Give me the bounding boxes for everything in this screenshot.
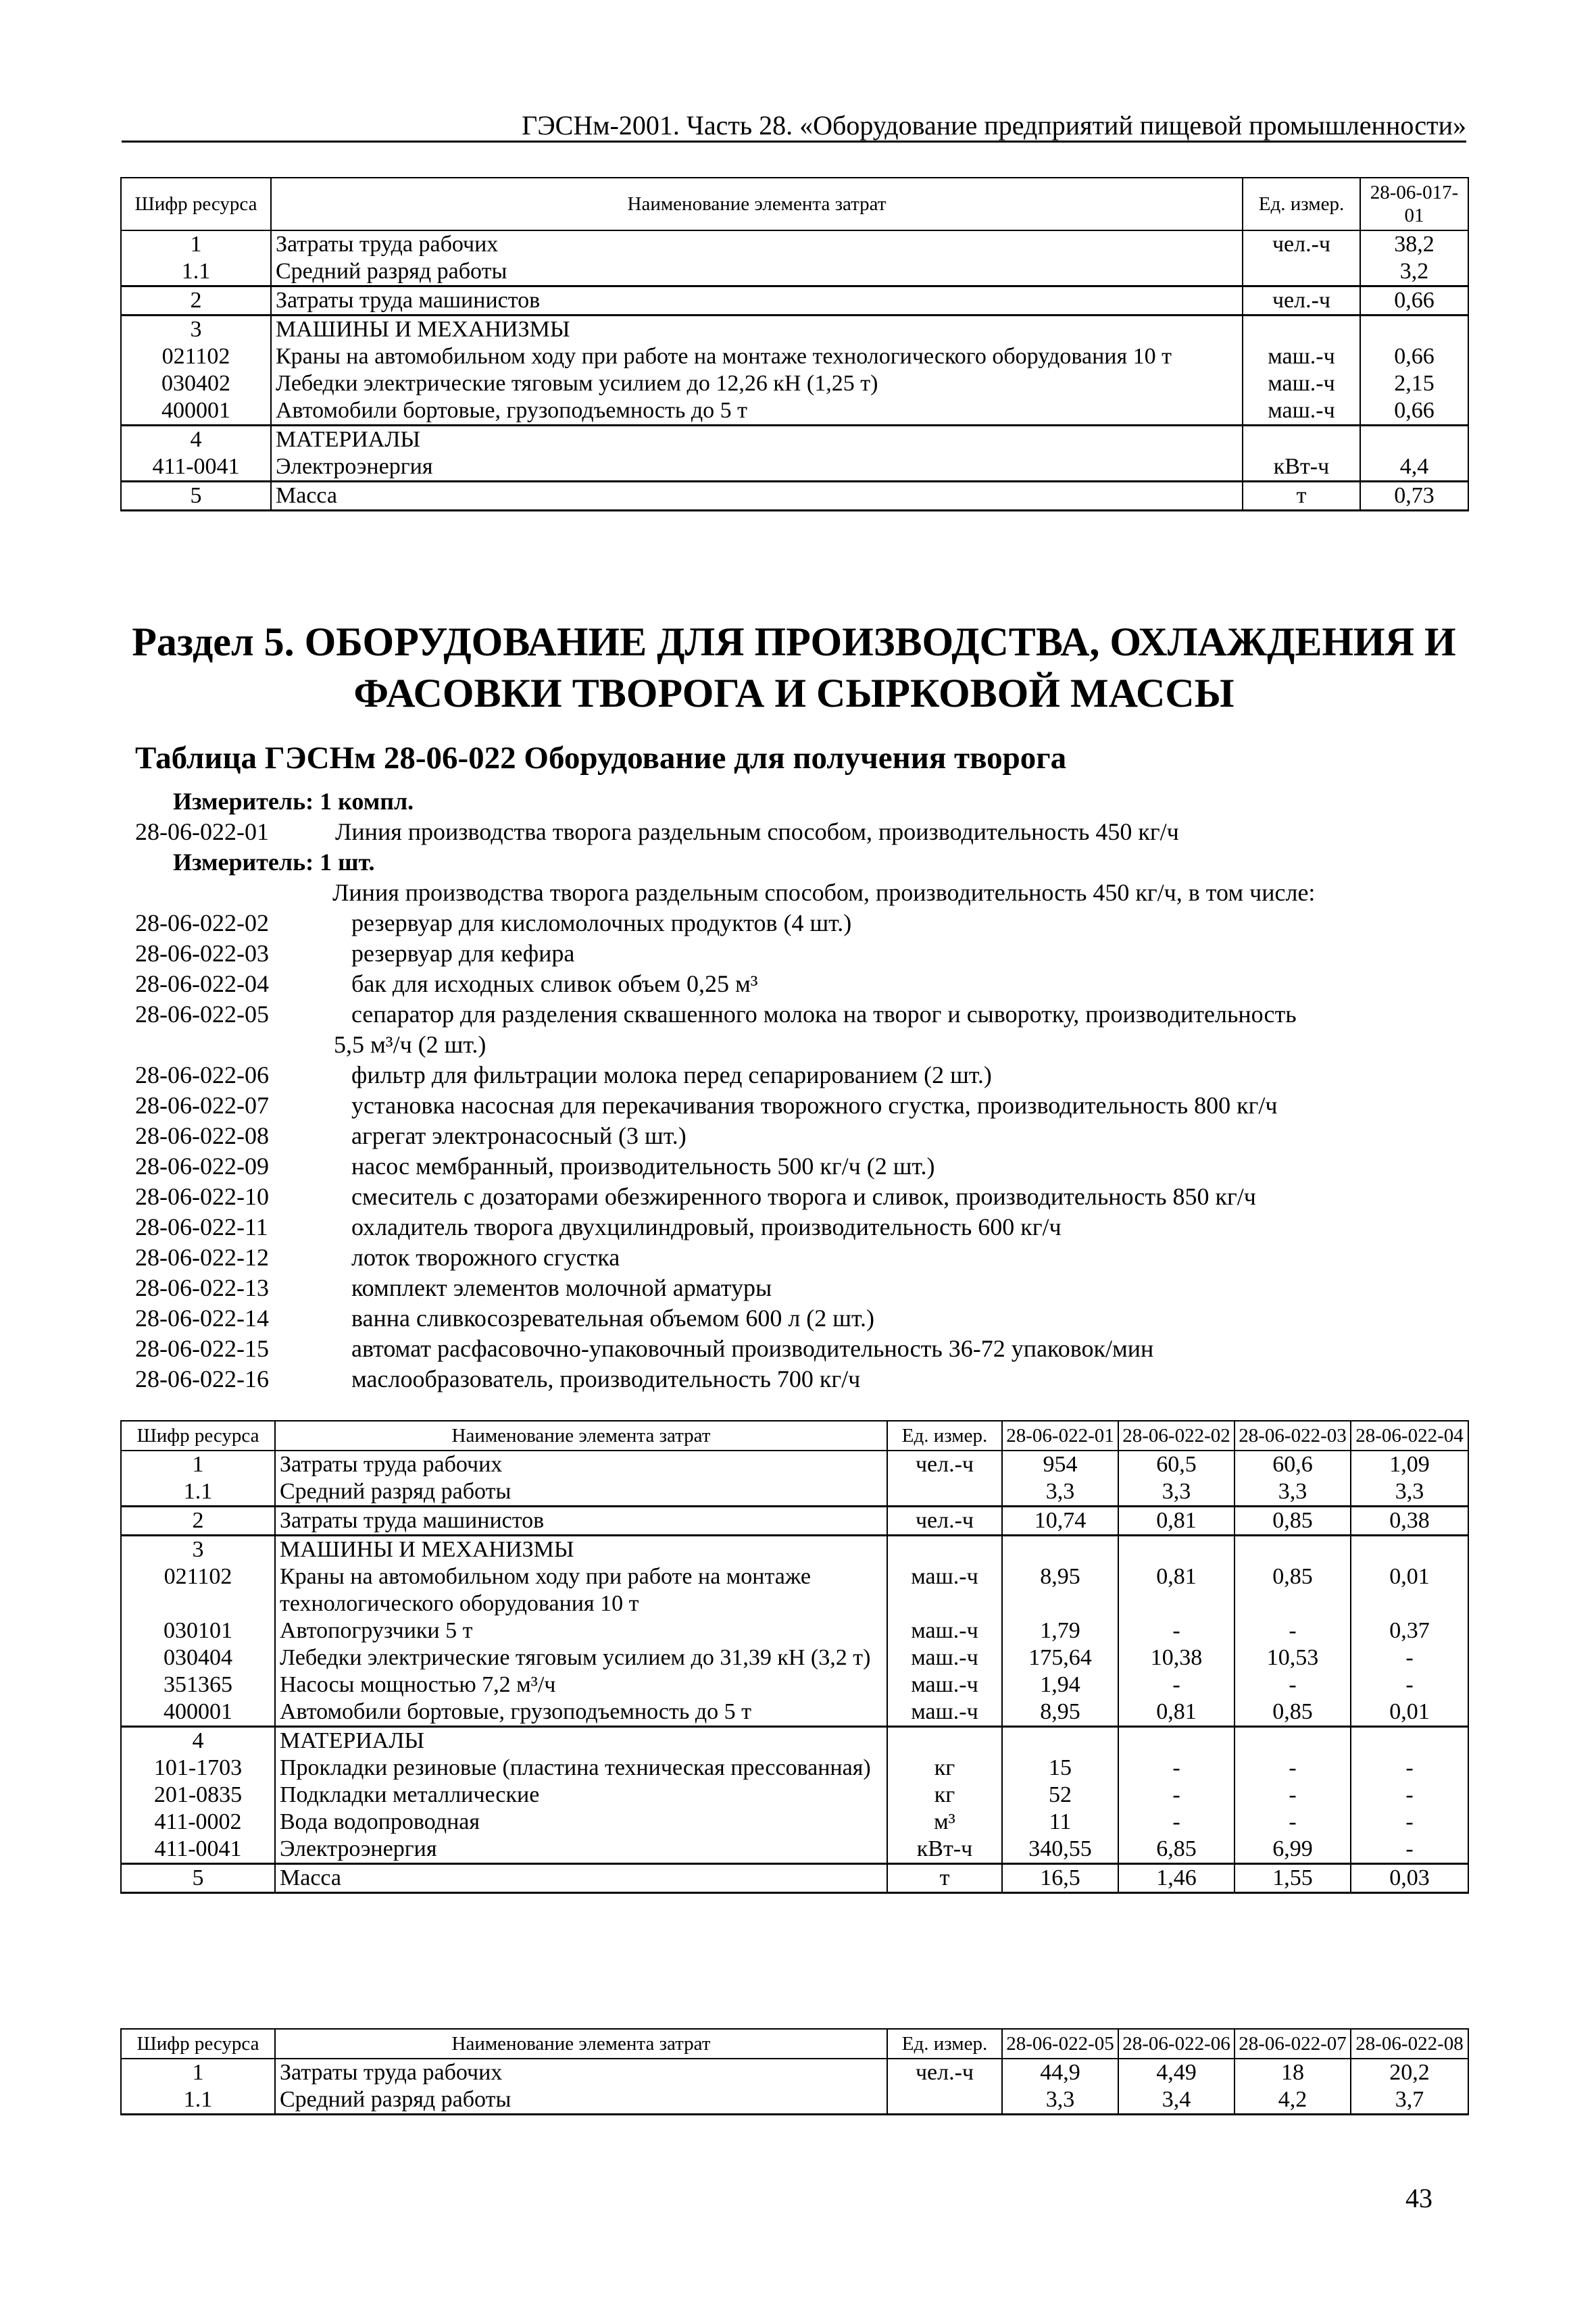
row-value: 2,15 (1360, 370, 1468, 397)
row-code: 1.1 (121, 1478, 275, 1507)
row-value: 0,85 (1235, 1699, 1351, 1727)
row-code: 351365 (121, 1671, 275, 1699)
row-value (1360, 316, 1468, 344)
row-unit: маш.-ч (887, 1563, 1002, 1617)
row-code: 2 (121, 1507, 275, 1536)
row-code: 1.1 (121, 2086, 275, 2115)
row-value: 3,4 (1118, 2086, 1235, 2115)
row-value: 3,3 (1118, 1478, 1235, 1507)
row-value: - (1118, 1755, 1235, 1782)
table-row (121, 1727, 1468, 1755)
row-name: Лебедки электрические тяговым усилием до 12,26 кН (1,25 т) (271, 370, 1243, 397)
row-name: Электроэнергия (275, 1836, 887, 1864)
row-value: 3,3 (1002, 1478, 1118, 1507)
table-row (121, 1699, 1468, 1727)
row-value (1360, 426, 1468, 454)
row-name: Автомобили бортовые, грузоподъемность до 5 т (275, 1699, 887, 1727)
table-row (121, 1507, 1468, 1536)
row-value: 3,3 (1002, 2086, 1118, 2115)
row-code: 3 (121, 316, 271, 344)
row-name: Насосы мощностью 7,2 м³/ч (275, 1671, 887, 1699)
row-value: 60,5 (1118, 1451, 1235, 1478)
row-value: 4,2 (1235, 2086, 1351, 2115)
row-name: Автомобили бортовые, грузоподъемность до 5 т (271, 397, 1243, 426)
row-unit: т (1243, 482, 1360, 511)
row-value: - (1118, 1671, 1235, 1699)
row-value: - (1351, 1671, 1468, 1699)
header-code: Шифр ресурса (121, 2029, 275, 2059)
row-code: 411-0041 (121, 453, 271, 482)
table-row (121, 1671, 1468, 1699)
row-unit: чел.-ч (887, 2059, 1002, 2086)
row-code: 030101 (121, 1617, 275, 1644)
row-value: 0,66 (1360, 397, 1468, 426)
row-value: 20,2 (1351, 2059, 1468, 2086)
row-unit: чел.-ч (1243, 286, 1360, 316)
table-row (121, 426, 1468, 454)
row-value: - (1235, 1809, 1351, 1836)
row-value (1351, 1536, 1468, 1564)
row-value: 1,46 (1118, 1864, 1235, 1893)
item-text: фильтр для фильтрации молока перед сепарированием (2 шт.) (351, 1061, 992, 1088)
row-name: Средний разряд работы (275, 2086, 887, 2115)
item-text: резервуар для кисломолочных продуктов (4 шт.) (351, 909, 852, 936)
row-unit (887, 2086, 1002, 2115)
row-unit: маш.-ч (1243, 370, 1360, 397)
row-unit: чел.-ч (887, 1451, 1002, 1478)
item-code: 28-06-022-06 (135, 1061, 269, 1088)
row-value: 340,55 (1002, 1836, 1118, 1864)
row-value: 0,01 (1351, 1563, 1468, 1617)
row-unit: кг (887, 1782, 1002, 1809)
row-value: 0,03 (1351, 1864, 1468, 1893)
row-value: 0,85 (1235, 1507, 1351, 1536)
row-name: МАТЕРИАЛЫ (271, 426, 1243, 454)
table-row (121, 1478, 1468, 1507)
row-value: 3,7 (1351, 2086, 1468, 2115)
row-value: 0,81 (1118, 1699, 1235, 1727)
row-value: 3,3 (1351, 1478, 1468, 1507)
header-col: 28-06-022-07 (1235, 2029, 1351, 2059)
header-name: Наименование элемента затрат (275, 2029, 887, 2059)
header-col: 28-06-022-04 (1351, 1421, 1468, 1451)
row-value: - (1351, 1836, 1468, 1864)
row-unit (887, 1536, 1002, 1564)
row-name: Краны на автомобильном ходу при работе на монтаже технологического оборудования 10 т (275, 1563, 887, 1617)
row-name: Подкладки металлические (275, 1782, 887, 1809)
row-value: - (1235, 1617, 1351, 1644)
row-code: 5 (121, 1864, 275, 1893)
row-name: Масса (271, 482, 1243, 511)
section-title-line1: Раздел 5. ОБОРУДОВАНИЕ ДЛЯ ПРОИЗВОДСТВА, ОХЛАЖДЕНИЯ И (132, 620, 1456, 664)
row-unit: маш.-ч (1243, 397, 1360, 426)
table-row (121, 1809, 1468, 1836)
table-row (121, 1536, 1468, 1564)
table-row (121, 1864, 1468, 1893)
row-unit (1243, 316, 1360, 344)
row-name: Затраты труда рабочих (275, 1451, 887, 1478)
table-row (121, 230, 1468, 258)
row-value: - (1235, 1782, 1351, 1809)
row-name: Автопогрузчики 5 т (275, 1617, 887, 1644)
row-value (1235, 1536, 1351, 1564)
row-value: 0,66 (1360, 343, 1468, 370)
row-code: 021102 (121, 1563, 275, 1617)
row-name: Масса (275, 1864, 887, 1893)
row-value: 1,79 (1002, 1617, 1118, 1644)
table-row (121, 370, 1468, 397)
row-name: МАТЕРИАЛЫ (275, 1727, 887, 1755)
header-col: 28-06-022-01 (1002, 1421, 1118, 1451)
row-code: 1.1 (121, 258, 271, 286)
row-unit: чел.-ч (887, 1507, 1002, 1536)
item-text: комплект элементов молочной арматуры (351, 1274, 772, 1301)
header-col: 28-06-022-02 (1118, 1421, 1235, 1451)
row-value: - (1118, 1617, 1235, 1644)
item-text: ванна сливкосозревательная объемом 600 л (2 шт.) (351, 1305, 874, 1332)
row-unit: чел.-ч (1243, 230, 1360, 258)
row-name: Краны на автомобильном ходу при работе на монтаже технологического оборудования 10 т (271, 343, 1243, 370)
table-row (121, 286, 1468, 316)
header-name: Наименование элемента затрат (275, 1421, 887, 1451)
header-code: Шифр ресурса (121, 178, 271, 230)
item-code: 28-06-022-09 (135, 1153, 269, 1180)
row-value: 10,38 (1118, 1644, 1235, 1671)
running-header: ГЭСНм-2001. Часть 28. «Оборудование предприятий пищевой промышленности» (522, 110, 1466, 141)
row-code: 030402 (121, 370, 271, 397)
row-value: 6,99 (1235, 1836, 1351, 1864)
row-unit (887, 1727, 1002, 1755)
page-number: 43 (1405, 2183, 1432, 2213)
row-value (1118, 1727, 1235, 1755)
table-row (121, 343, 1468, 370)
cost-table-017 (120, 177, 1469, 511)
row-value: 0,85 (1235, 1563, 1351, 1617)
row-value (1002, 1536, 1118, 1564)
row-name: Лебедки электрические тяговым усилием до 31,39 кН (3,2 т) (275, 1644, 887, 1671)
row-code: 400001 (121, 1699, 275, 1727)
row-value: 10,74 (1002, 1507, 1118, 1536)
row-value: 1,94 (1002, 1671, 1118, 1699)
row-value: 18 (1235, 2059, 1351, 2086)
row-value (1351, 1727, 1468, 1755)
row-name: МАШИНЫ И МЕХАНИЗМЫ (275, 1536, 887, 1564)
row-code: 4 (121, 426, 271, 454)
row-unit (1243, 426, 1360, 454)
header-unit: Ед. измер. (1243, 178, 1360, 230)
row-value: - (1351, 1809, 1468, 1836)
row-name: Прокладки резиновые (пластина техническая прессованная) (275, 1755, 887, 1782)
item-text: маслообразователь, производительность 700 кг/ч (351, 1365, 861, 1392)
row-value: 0,66 (1360, 286, 1468, 316)
table-row (121, 1451, 1468, 1478)
row-value: - (1118, 1809, 1235, 1836)
row-unit: м³ (887, 1809, 1002, 1836)
item-text: смеситель с дозаторами обезжиренного творога и сливок, производительность 850 кг/ч (351, 1183, 1256, 1210)
item-code: 28-06-022-15 (135, 1335, 269, 1362)
item-code: 28-06-022-11 (135, 1213, 268, 1240)
row-code: 400001 (121, 397, 271, 426)
row-code: 2 (121, 286, 271, 316)
row-value: 52 (1002, 1782, 1118, 1809)
row-value: 0,37 (1351, 1617, 1468, 1644)
row-code: 1 (121, 230, 271, 258)
header-col: 28-06-022-03 (1235, 1421, 1351, 1451)
measure-label: Измеритель: 1 шт. (173, 849, 375, 876)
item-text: Линия производства творога раздельным способом, производительность 450 кг/ч (335, 818, 1179, 845)
item-text: насос мембранный, производительность 500 кг/ч (2 шт.) (351, 1153, 935, 1180)
cost-table-022-b (120, 2028, 1469, 2115)
row-name: Затраты труда рабочих (271, 230, 1243, 258)
row-value: - (1351, 1755, 1468, 1782)
table-row (121, 453, 1468, 482)
row-value: 1,09 (1351, 1451, 1468, 1478)
item-code: 28-06-022-07 (135, 1092, 269, 1119)
table-row (121, 2086, 1468, 2115)
row-unit: маш.-ч (887, 1617, 1002, 1644)
row-value: 3,2 (1360, 258, 1468, 286)
header-col: 28-06-022-08 (1351, 2029, 1468, 2059)
row-value: 6,85 (1118, 1836, 1235, 1864)
row-code: 201-0835 (121, 1782, 275, 1809)
table-row (121, 397, 1468, 426)
row-name: Вода водопроводная (275, 1809, 887, 1836)
row-name: Средний разряд работы (275, 1478, 887, 1507)
row-code: 1 (121, 2059, 275, 2086)
header-divider (122, 141, 1466, 143)
table-row (121, 316, 1468, 344)
row-unit: кг (887, 1755, 1002, 1782)
row-value: 4,4 (1360, 453, 1468, 482)
row-value: 175,64 (1002, 1644, 1118, 1671)
row-value: 44,9 (1002, 2059, 1118, 2086)
row-name: Затраты труда машинистов (271, 286, 1243, 316)
item-text: установка насосная для перекачивания творожного сгустка, производительность 800 кг/ч (351, 1092, 1278, 1119)
table-row (121, 482, 1468, 511)
row-unit: кВт-ч (1243, 453, 1360, 482)
row-name: Затраты труда рабочих (275, 2059, 887, 2086)
row-name: Электроэнергия (271, 453, 1243, 482)
item-code: 28-06-022-01 (135, 818, 269, 845)
table-row (121, 258, 1468, 286)
item-code: 28-06-022-13 (135, 1274, 269, 1301)
header-col-01: 28-06-017-01 (1360, 178, 1468, 230)
row-value: 38,2 (1360, 230, 1468, 258)
item-text: бак для исходных сливок объем 0,25 м³ (351, 970, 758, 997)
row-value: 3,3 (1235, 1478, 1351, 1507)
row-value: 10,53 (1235, 1644, 1351, 1671)
row-unit: маш.-ч (887, 1699, 1002, 1727)
row-unit: маш.-ч (1243, 343, 1360, 370)
row-value (1235, 1727, 1351, 1755)
row-name: Средний разряд работы (271, 258, 1243, 286)
row-value: 0,81 (1118, 1507, 1235, 1536)
item-code: 28-06-022-05 (135, 1001, 269, 1028)
row-code: 101-1703 (121, 1755, 275, 1782)
item-code: 28-06-022-08 (135, 1122, 269, 1149)
item-text: сепаратор для разделения сквашенного молока на творог и сыворотку, производительность (351, 1001, 1297, 1028)
item-code: 28-06-022-04 (135, 970, 269, 997)
row-unit: кВт-ч (887, 1836, 1002, 1864)
row-unit (1243, 258, 1360, 286)
header-code: Шифр ресурса (121, 1421, 275, 1451)
table-row (121, 1563, 1468, 1617)
row-value: 16,5 (1002, 1864, 1118, 1893)
section-title-line2: ФАСОВКИ ТВОРОГА И СЫРКОВОЙ МАССЫ (353, 671, 1235, 715)
row-unit: т (887, 1864, 1002, 1893)
item-code: 28-06-022-12 (135, 1244, 269, 1271)
item-code: 28-06-022-16 (135, 1365, 269, 1392)
row-code: 021102 (121, 343, 271, 370)
row-value: 15 (1002, 1755, 1118, 1782)
row-code: 3 (121, 1536, 275, 1564)
item-list (135, 786, 1480, 1394)
row-value: 0,38 (1351, 1507, 1468, 1536)
table-row (121, 1836, 1468, 1864)
row-value: - (1351, 1644, 1468, 1671)
row-value: 8,95 (1002, 1699, 1118, 1727)
row-code: 4 (121, 1727, 275, 1755)
item-text-continued: 5,5 м³/ч (2 шт.) (334, 1031, 487, 1058)
row-value: 4,49 (1118, 2059, 1235, 2086)
item-code: 28-06-022-03 (135, 940, 269, 967)
table-title: Таблица ГЭСНм 28-06-022 Оборудование для получения творога (135, 740, 1067, 776)
row-code: 5 (121, 482, 271, 511)
list-intro: Линия производства творога раздельным способом, производительность 450 кг/ч, в том числе: (332, 879, 1316, 906)
item-text: агрегат электронасосный (3 шт.) (351, 1122, 687, 1149)
row-value (1002, 1727, 1118, 1755)
row-value: - (1351, 1782, 1468, 1809)
row-code: 411-0002 (121, 1809, 275, 1836)
row-value: 60,6 (1235, 1451, 1351, 1478)
row-value: 0,73 (1360, 482, 1468, 511)
row-value: 1,55 (1235, 1864, 1351, 1893)
table-row (121, 2059, 1468, 2086)
table-row (121, 1782, 1468, 1809)
cost-table-022-a (120, 1420, 1469, 1894)
row-code: 030404 (121, 1644, 275, 1671)
table-row (121, 1617, 1468, 1644)
header-unit: Ед. измер. (887, 1421, 1002, 1451)
row-code: 1 (121, 1451, 275, 1478)
item-code: 28-06-022-10 (135, 1183, 269, 1210)
row-value: 11 (1002, 1809, 1118, 1836)
row-value: 0,01 (1351, 1699, 1468, 1727)
row-name: Затраты труда машинистов (275, 1507, 887, 1536)
item-code: 28-06-022-02 (135, 909, 269, 936)
row-value: - (1235, 1755, 1351, 1782)
row-code: 411-0041 (121, 1836, 275, 1864)
measure-label: Измеритель: 1 компл. (173, 788, 414, 815)
row-name: МАШИНЫ И МЕХАНИЗМЫ (271, 316, 1243, 344)
table-row (121, 1755, 1468, 1782)
item-text: лоток творожного сгустка (351, 1244, 620, 1271)
row-unit: маш.-ч (887, 1671, 1002, 1699)
row-value: - (1118, 1782, 1235, 1809)
row-value: 8,95 (1002, 1563, 1118, 1617)
row-value: 0,81 (1118, 1563, 1235, 1617)
item-code: 28-06-022-14 (135, 1305, 269, 1332)
header-col: 28-06-022-05 (1002, 2029, 1118, 2059)
header-col: 28-06-022-06 (1118, 2029, 1235, 2059)
item-text: автомат расфасовочно-упаковочный производительность 36-72 упаковок/мин (351, 1335, 1154, 1362)
table-row (121, 1644, 1468, 1671)
row-value: - (1235, 1671, 1351, 1699)
row-unit (887, 1478, 1002, 1507)
header-unit: Ед. измер. (887, 2029, 1002, 2059)
row-value (1118, 1536, 1235, 1564)
header-name: Наименование элемента затрат (271, 178, 1243, 230)
item-text: резервуар для кефира (351, 940, 575, 967)
item-text: охладитель творога двухцилиндровый, производительность 600 кг/ч (351, 1213, 1062, 1240)
row-value: 954 (1002, 1451, 1118, 1478)
row-unit: маш.-ч (887, 1644, 1002, 1671)
